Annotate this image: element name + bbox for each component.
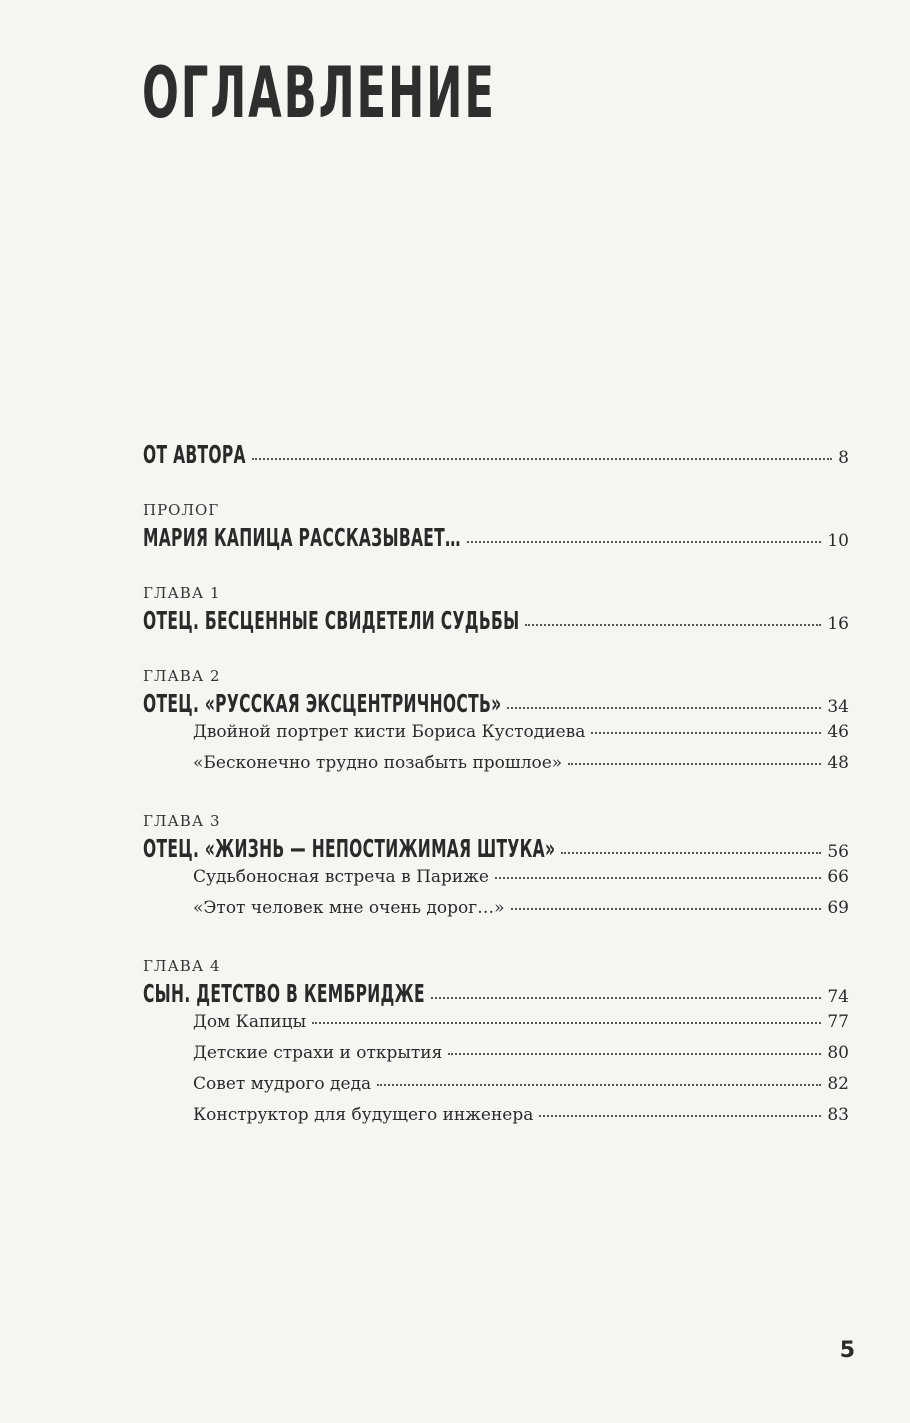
dot-leader — [448, 1053, 821, 1055]
entry-page-number: 74 — [827, 987, 849, 1007]
toc-subentry[interactable] — [143, 1105, 849, 1136]
section-label: ПРОЛОГ — [143, 501, 220, 519]
entry-title: Детские страхи и открытия — [193, 1043, 443, 1063]
entry-page-number: 82 — [827, 1074, 849, 1094]
toc-subentry[interactable] — [143, 753, 849, 784]
entry-title: «Бесконечно трудно позабыть прошлое» — [193, 753, 563, 773]
dot-leader — [431, 997, 822, 999]
entry-page-number: 8 — [838, 448, 849, 468]
toc-subentry[interactable] — [143, 1043, 849, 1074]
dot-leader — [539, 1115, 821, 1117]
entry-page-number: 10 — [827, 531, 849, 551]
toc-chapter-entry[interactable] — [143, 834, 849, 867]
entry-title: Дом Капицы — [193, 1012, 307, 1032]
toc-section — [143, 812, 849, 929]
dot-leader — [252, 458, 832, 460]
entry-title — [143, 523, 461, 552]
entry-page-number: 77 — [827, 1012, 849, 1032]
section-label: ГЛАВА 1 — [143, 584, 221, 602]
toc-subentry[interactable] — [143, 1012, 849, 1043]
entry-page-number: 69 — [827, 898, 849, 918]
entry-title: «Этот человек мне очень дорог…» — [193, 898, 505, 918]
dot-leader — [507, 707, 821, 709]
entry-page-number: 66 — [827, 867, 849, 887]
entry-title-text: ОТЕЦ. «РУССКАЯ ЭКСЦЕНТРИЧНОСТЬ» — [143, 689, 502, 718]
toc-subentry[interactable] — [143, 867, 849, 898]
entry-title: Двойной портрет кисти Бориса Кустодиева — [193, 722, 586, 742]
toc-chapter-entry[interactable] — [143, 689, 849, 722]
dot-leader — [312, 1022, 821, 1024]
toc-chapter-entry[interactable] — [143, 606, 849, 639]
table-of-contents — [143, 440, 849, 1164]
dot-leader — [377, 1084, 821, 1086]
entry-title-text: ОТЕЦ. «ЖИЗНЬ — НЕПОСТИЖИМАЯ ШТУКА» — [143, 834, 556, 863]
toc-section — [143, 667, 849, 784]
entry-page-number: 56 — [827, 842, 849, 862]
entry-title: Совет мудрого деда — [193, 1074, 372, 1094]
section-label: ГЛАВА 2 — [143, 667, 221, 685]
entry-title-text: МАРИЯ КАПИЦА РАССКАЗЫВАЕТ… — [143, 523, 461, 552]
entry-title-text: ОТЕЦ. БЕСЦЕННЫЕ СВИДЕТЕЛИ СУДЬБЫ — [143, 606, 520, 635]
entry-page-number: 16 — [827, 614, 849, 634]
toc-section — [143, 957, 849, 1136]
entry-page-number: 46 — [827, 722, 849, 742]
entry-page-number: 83 — [827, 1105, 849, 1125]
entry-title-text: ОТ АВТОРА — [143, 440, 246, 469]
entry-title — [143, 979, 425, 1008]
section-label: ГЛАВА 4 — [143, 957, 221, 975]
page-number: 5 — [839, 1338, 855, 1363]
toc-subentry[interactable] — [143, 722, 849, 753]
dot-leader — [591, 732, 821, 734]
entry-page-number: 48 — [827, 753, 849, 773]
dot-leader — [525, 624, 821, 626]
page-title: ОГЛАВЛЕНИЕ — [142, 52, 496, 134]
toc-section — [143, 584, 849, 639]
dot-leader — [511, 908, 822, 910]
toc-section — [143, 501, 849, 556]
toc-subentry[interactable] — [143, 1074, 849, 1105]
section-label: ГЛАВА 3 — [143, 812, 221, 830]
toc-subentry[interactable] — [143, 898, 849, 929]
dot-leader — [467, 541, 822, 543]
entry-title — [143, 689, 501, 718]
entry-page-number: 80 — [827, 1043, 849, 1063]
entry-page-number: 34 — [827, 697, 849, 717]
entry-title: Конструктор для будущего инженера — [193, 1105, 534, 1125]
entry-title — [143, 834, 555, 863]
dot-leader — [561, 852, 821, 854]
entry-title: Судьбоносная встреча в Париже — [193, 867, 489, 887]
entry-title — [143, 440, 246, 469]
toc-section — [143, 440, 849, 473]
entry-title — [143, 606, 519, 635]
entry-title-text: СЫН. ДЕТСТВО В КЕМБРИДЖЕ — [143, 979, 425, 1008]
toc-chapter-entry[interactable] — [143, 523, 849, 556]
toc-chapter-entry[interactable] — [143, 979, 849, 1012]
dot-leader — [568, 763, 821, 765]
toc-chapter-entry[interactable] — [143, 440, 849, 473]
dot-leader — [495, 877, 821, 879]
